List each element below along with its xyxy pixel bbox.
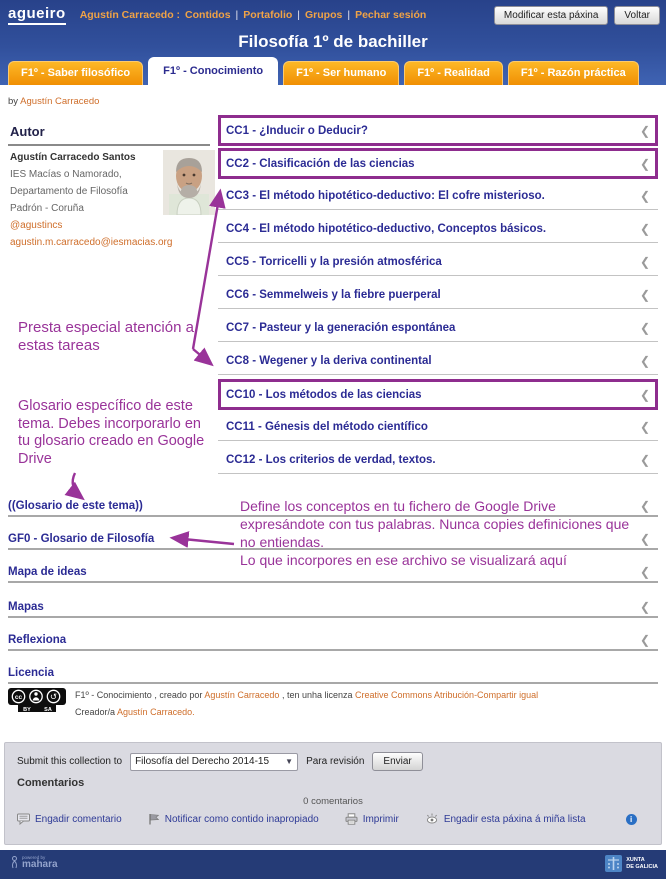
list-item-cc6[interactable] — [218, 280, 658, 313]
collapse-chevron-icon[interactable]: ❮ — [639, 453, 650, 467]
license-text-pre: F1º - Conocimiento , creado por — [75, 690, 203, 700]
nav-separator: | — [235, 9, 239, 21]
list-item-cc11[interactable] — [218, 412, 658, 445]
svg-text:↺: ↺ — [49, 691, 58, 702]
author-twitter-link[interactable]: @agustincs — [10, 220, 63, 231]
license-creator — [75, 707, 195, 717]
comment-bubble-icon — [17, 813, 30, 825]
item-label[interactable]: CC11 - Génesis del método científico — [226, 421, 428, 433]
list-item-cc4[interactable] — [218, 214, 658, 247]
collection-select[interactable] — [130, 753, 298, 771]
agueiro-logo[interactable]: agueiro — [8, 5, 66, 25]
svg-text:cc: cc — [14, 694, 23, 701]
collapse-chevron-icon[interactable]: ❮ — [639, 321, 650, 335]
page-title: Filosofía 1º de bachiller — [238, 32, 428, 51]
mahara-logo[interactable] — [10, 855, 58, 871]
xunta-label-1: XUNTA — [626, 857, 645, 864]
add-comment-link[interactable] — [17, 813, 122, 825]
item-label[interactable]: CC1 - ¿Inducir o Deducir? — [226, 124, 368, 137]
item-label[interactable]: CC4 - El método hipotético-deductivo, Conceptos básicos. — [226, 223, 547, 235]
section-licencia — [8, 664, 658, 684]
section-label[interactable]: ((Glosario de este tema)) — [8, 500, 143, 512]
byline-prefix: by — [8, 96, 19, 107]
item-label[interactable]: CC8 - Wegener y la deriva continental — [226, 355, 432, 367]
xunta-label-2: DE GALICIA — [626, 863, 658, 870]
byline — [8, 96, 99, 107]
cc-by-label: BY — [23, 707, 31, 713]
user-nav — [80, 9, 427, 21]
tab-razon-practica[interactable]: F1º - Razón práctica — [508, 61, 639, 85]
action-label: Notificar como contido inapropiado — [164, 813, 319, 825]
nav-pechar-sesion[interactable]: Pechar sesión — [355, 9, 427, 21]
review-label: Para revisión — [306, 756, 365, 767]
printer-icon — [345, 813, 358, 825]
collapse-chevron-icon[interactable]: ❮ — [639, 156, 650, 171]
section-gf0-glosario[interactable] — [8, 530, 658, 550]
cc-sa-label: SA — [44, 707, 52, 713]
item-label[interactable]: CC6 - Semmelweis y la fiebre puerperal — [226, 289, 441, 301]
list-item-cc2[interactable] — [218, 148, 658, 181]
item-label[interactable]: CC5 - Torricelli y la presión atmosférica — [226, 256, 442, 268]
license-type-link[interactable]: Creative Commons Atribución-Compartir igual — [355, 690, 539, 700]
collapse-chevron-icon[interactable]: ❮ — [639, 255, 650, 269]
collapse-chevron-icon[interactable]: ❮ — [639, 222, 650, 236]
collection-select-value: Filosofía del Derecho 2014-15 — [135, 756, 270, 767]
info-icon[interactable]: i — [626, 814, 637, 825]
annotation-glossary: Glosario específico de este tema. Debes incorporarlo en tu glosario creado en Google Drive — [18, 398, 205, 468]
comments-heading: Comentarios — [17, 777, 85, 789]
collapse-chevron-icon[interactable]: ❮ — [639, 123, 650, 138]
list-item-cc8[interactable] — [218, 346, 658, 379]
content-list — [218, 115, 658, 478]
license-text-mid: , ten unha licenza — [281, 690, 353, 700]
item-label[interactable]: CC10 - Los métodos de las ciencias — [226, 388, 422, 401]
item-label[interactable]: CC12 - Los criterios de verdad, textos. — [226, 454, 436, 466]
list-item-cc5[interactable] — [218, 247, 658, 280]
section-mapas[interactable] — [8, 598, 658, 618]
author-email-link[interactable]: agustin.m.carracedo@iesmacias.org — [10, 237, 173, 248]
license-author-link[interactable]: Agustín Carracedo — [204, 690, 280, 700]
section-label[interactable]: Mapa de ideas — [8, 566, 87, 578]
nav-contidos[interactable]: Contidos — [185, 9, 231, 21]
flag-icon — [148, 813, 160, 825]
glossary-arrow — [73, 473, 82, 498]
collapse-chevron-icon[interactable]: ❮ — [639, 288, 650, 302]
tab-saber-filosofico[interactable]: F1º - Saber filosófico — [8, 61, 143, 85]
collapse-chevron-icon[interactable]: ❮ — [639, 565, 650, 579]
section-label[interactable]: GF0 - Glosario de Filosofía — [8, 533, 155, 545]
item-label[interactable]: CC3 - El método hipotético-deductivo: El cofre misterioso. — [226, 190, 545, 202]
user-name: Agustín Carracedo : — [79, 9, 181, 21]
item-label[interactable]: CC2 - Clasificación de las ciencias — [226, 157, 415, 170]
collapse-chevron-icon[interactable]: ❮ — [639, 387, 650, 402]
list-item-cc10[interactable] — [218, 379, 658, 412]
collapse-chevron-icon[interactable]: ❮ — [639, 354, 650, 368]
section-label[interactable]: Mapas — [8, 601, 44, 613]
tab-ser-humano[interactable]: F1º - Ser humano — [283, 61, 399, 85]
section-glosario-tema[interactable] — [8, 497, 658, 517]
list-item-cc3[interactable] — [218, 181, 658, 214]
list-item-cc12[interactable] — [218, 445, 658, 478]
collapse-chevron-icon[interactable]: ❮ — [639, 189, 650, 203]
page-actions — [17, 813, 637, 825]
action-label: Engadir esta páxina á miña lista — [443, 813, 586, 825]
modify-page-button[interactable]: Modificar esta páxina — [494, 6, 609, 25]
creator-link[interactable]: Agustín Carracedo. — [117, 707, 195, 717]
action-label: Imprimir — [362, 813, 399, 825]
submit-button[interactable]: Enviar — [372, 752, 422, 771]
author-photo — [163, 150, 215, 215]
action-label: Engadir comentario — [35, 813, 122, 825]
comments-count: 0 comentarios — [303, 796, 363, 807]
annotation-attention: Presta especial atención a estas tareas — [18, 319, 194, 354]
collapse-chevron-icon[interactable]: ❮ — [639, 420, 650, 434]
dropdown-arrow-icon: ▼ — [285, 757, 294, 766]
annotation-define-text: Define los conceptos en tu fichero de Google Drive expresándote con tus palabras. Nunca copies definiciones que no entiendas. — [240, 498, 630, 550]
powered-by-label: powered by — [22, 854, 46, 860]
tab-conocimiento[interactable]: F1º - Conocimiento — [148, 57, 278, 85]
collapse-chevron-icon[interactable]: ❮ — [639, 633, 650, 647]
footer — [0, 850, 666, 879]
xunta-shield-icon — [605, 855, 622, 872]
creative-commons-badge-icon[interactable] — [8, 688, 70, 715]
nav-portafolio[interactable]: Portafolio — [243, 9, 293, 21]
header — [0, 0, 666, 85]
section-label: Licencia — [8, 667, 55, 679]
annotation-visualize-text: Lo que incorpores en ese archivo se visualizará aquí — [240, 551, 567, 568]
nav-separator: | — [347, 9, 351, 21]
collapse-chevron-icon[interactable]: ❮ — [639, 600, 650, 614]
license-text — [75, 690, 538, 700]
collapse-chevron-icon[interactable]: ❮ — [639, 499, 650, 513]
author-department: Departamento de Filosofía — [10, 186, 128, 197]
collapse-chevron-icon[interactable]: ❮ — [639, 532, 650, 546]
creator-label: Creador/a — [75, 707, 116, 717]
mahara-label: mahara — [22, 859, 58, 871]
submit-label: Submit this collection to — [17, 756, 123, 767]
author-location: Padrón - Coruña — [10, 203, 84, 214]
report-objectionable-link[interactable] — [148, 813, 319, 825]
top-navigation — [8, 4, 660, 26]
nav-grupos[interactable]: Grupos — [305, 9, 343, 21]
xunta-logo[interactable] — [605, 855, 658, 872]
print-link[interactable] — [345, 813, 399, 825]
section-reflexiona[interactable] — [8, 631, 658, 651]
section-label[interactable]: Reflexiona — [8, 634, 67, 646]
item-label[interactable]: CC7 - Pasteur y la generación espontánea — [226, 322, 456, 334]
back-button[interactable]: Voltar — [614, 6, 660, 25]
section-mapa-de-ideas[interactable] — [8, 563, 658, 583]
list-item-cc7[interactable] — [218, 313, 658, 346]
tab-bar — [8, 57, 639, 85]
author-school: IES Macías o Namorado, — [10, 169, 122, 180]
author-heading: Autor — [10, 124, 45, 139]
author-name: Agustín Carracedo Santos — [10, 152, 136, 163]
submit-comments-panel — [4, 742, 662, 845]
nav-separator: | — [297, 9, 301, 21]
list-item-cc1[interactable] — [218, 115, 658, 148]
author-rule — [8, 144, 210, 146]
add-to-watchlist-link[interactable] — [425, 813, 586, 825]
watchlist-eye-icon — [425, 813, 439, 825]
tab-realidad[interactable]: F1º - Realidad — [404, 61, 502, 85]
byline-author-link[interactable]: Agustín Carracedo — [20, 96, 100, 107]
mahara-flame-icon — [10, 855, 19, 871]
